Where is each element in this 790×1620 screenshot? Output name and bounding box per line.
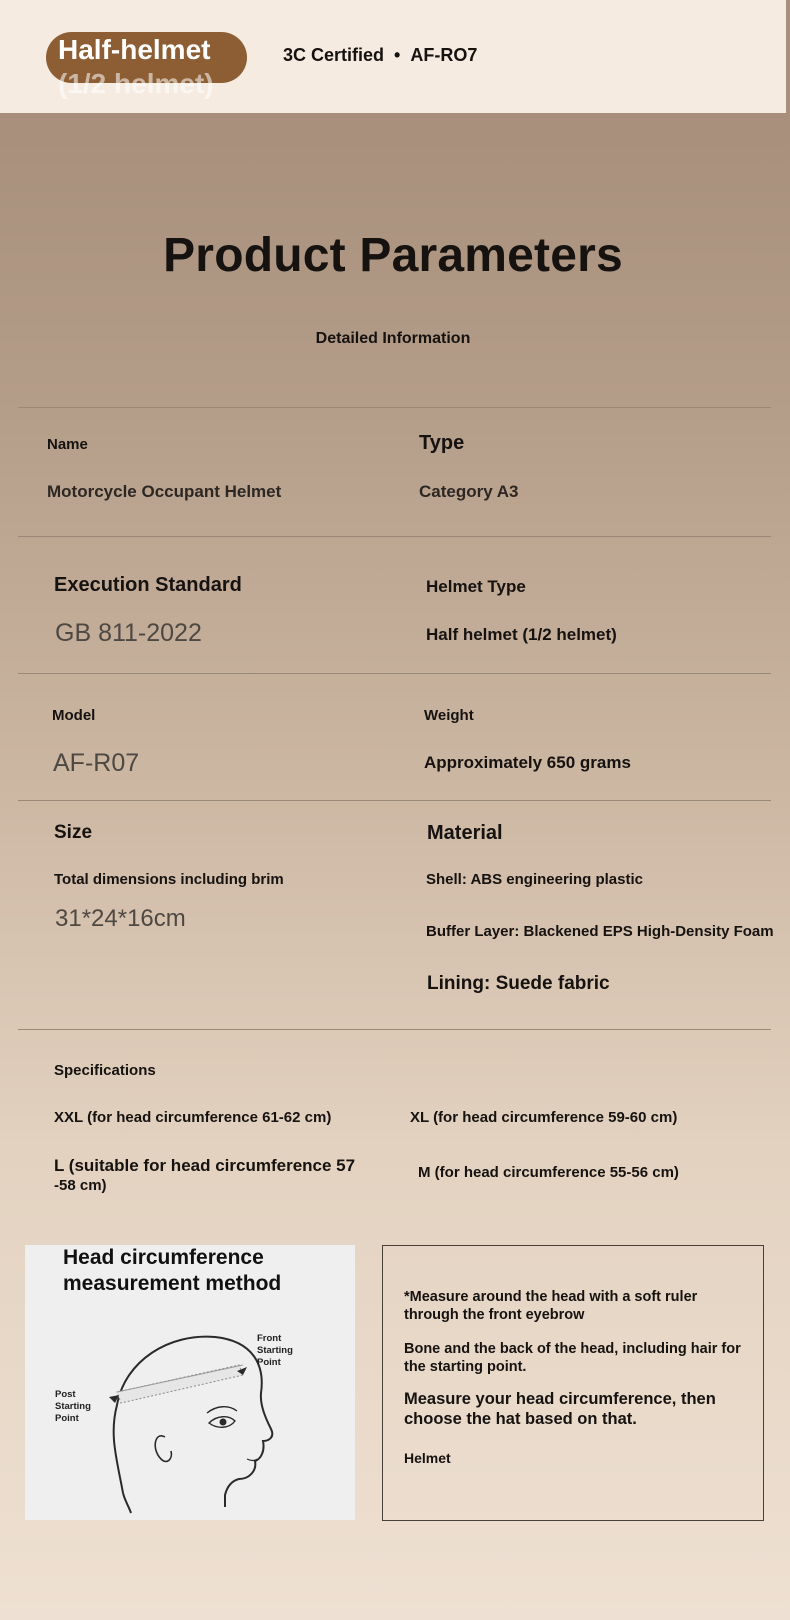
front-starting-point-label: [257, 1333, 293, 1369]
name-value: Motorcycle Occupant Helmet: [47, 482, 282, 501]
instruction-2: Bone and the back of the head, including hair for the starting point.: [404, 1341, 741, 1375]
material-lining: Lining: Suede fabric: [427, 973, 610, 994]
post-starting-point-label: [55, 1389, 91, 1425]
helmet-type-label: Helmet Type: [426, 577, 526, 596]
divider: [18, 1029, 771, 1030]
spec-xl: XL (for head circumference 59-60 cm): [410, 1109, 678, 1126]
page-title: Product Parameters: [163, 229, 623, 282]
front-label-3: Point: [257, 1357, 281, 1368]
instruction-3: Measure your head circumference, then choose the hat based on that.: [404, 1390, 716, 1428]
post-label-3: Point: [55, 1413, 79, 1424]
separator-dot: •: [394, 45, 401, 65]
certification-text: 3C Certified: [283, 45, 385, 65]
front-label-1: Front: [257, 1333, 282, 1344]
measurement-instructions-box: [382, 1245, 764, 1521]
divider: [18, 407, 771, 408]
post-label-1: Post: [55, 1389, 76, 1400]
post-label-2: Starting: [55, 1401, 91, 1412]
model-label: Model: [52, 707, 96, 724]
page-subtitle: Detailed Information: [315, 330, 471, 347]
divider: [18, 800, 771, 801]
badge-line-1: Half-helmet: [58, 34, 211, 65]
certification-line: [283, 45, 477, 66]
material-shell: Shell: ABS engineering plastic: [426, 871, 643, 888]
spec-l-line-1: L (suitable for head circumference 57: [54, 1156, 356, 1175]
specifications-label: Specifications: [54, 1062, 156, 1079]
standard-label: Execution Standard: [54, 574, 242, 596]
divider: [18, 536, 771, 537]
spec-l-line-2: -58 cm): [54, 1177, 107, 1194]
helmet-type-value: Half helmet (1/2 helmet): [426, 625, 617, 644]
name-label: Name: [47, 436, 88, 453]
front-label-2: Starting: [257, 1345, 293, 1356]
size-value: 31*24*16cm: [55, 905, 186, 932]
measurement-illustration: [25, 1245, 355, 1520]
spec-xxl: XXL (for head circumference 61-62 cm): [54, 1109, 332, 1126]
measurement-title-line-1: Head circumference: [63, 1246, 264, 1269]
badge-line-2: (1/2 helmet): [58, 68, 214, 99]
head-drawing-icon: [25, 1245, 355, 1520]
standard-value: GB 811-2022: [55, 619, 202, 647]
material-buffer: Buffer Layer: Blackened EPS High-Density Foam: [426, 923, 774, 940]
weight-label: Weight: [424, 707, 474, 724]
size-note: Total dimensions including brim: [54, 871, 284, 888]
divider: [18, 673, 771, 674]
helmet-footer-text: Helmet: [404, 1450, 451, 1466]
model-value: AF-R07: [53, 749, 140, 777]
spec-m: M (for head circumference 55-56 cm): [418, 1164, 679, 1181]
measurement-title-line-2: measurement method: [63, 1272, 282, 1295]
type-value: Category A3: [419, 482, 519, 501]
size-label: Size: [54, 822, 93, 843]
type-label: Type: [419, 432, 465, 454]
model-code: AF-RO7: [410, 45, 478, 65]
badge-text: [58, 33, 258, 101]
material-label: Material: [427, 822, 503, 844]
instruction-1: *Measure around the head with a soft ruler through the front eyebrow: [404, 1289, 698, 1323]
weight-value: Approximately 650 grams: [424, 753, 631, 772]
